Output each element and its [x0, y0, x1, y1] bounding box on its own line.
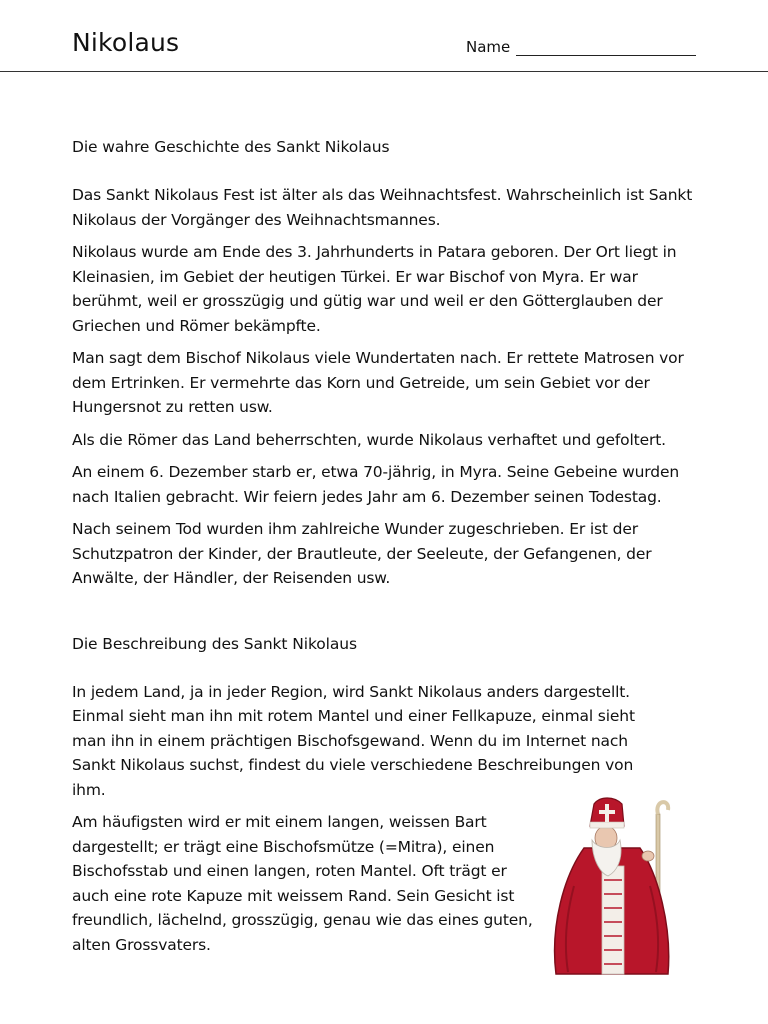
name-line[interactable]	[516, 40, 696, 56]
paragraph: In jedem Land, ja in jeder Region, wird Sankt Nikolaus anders dargestellt. Einmal sieht man ihn mit rotem Mantel und einer Fellkapuze, einmal sieht man ihn in einem prächtigen Bischofsgewand. Wenn du im Internet nach Sankt Nikolaus suchst, findest du viele verschiedene Beschreibungen von ihm.	[72, 682, 635, 799]
section-heading-history: Die wahre Geschichte des Sankt Nikolaus	[72, 138, 390, 156]
paragraph: Nikolaus wurde am Ende des 3. Jahrhunderts in Patara geboren. Der Ort liegt in Kleinasien, im Gebiet der heutigen Türkei. Er war Bischof von Myra. Er war berühmt, weil er grosszügig und gütig war und weil er den Götterglauben der Griechen und Römer bekämpfte.	[72, 243, 677, 335]
page-title: Nikolaus	[72, 28, 180, 57]
section-heading-description: Die Beschreibung des Sankt Nikolaus	[72, 634, 357, 653]
saint-nicholas-icon	[544, 796, 684, 980]
name-label: Name	[466, 38, 511, 56]
paragraph: Das Sankt Nikolaus Fest ist älter als das Weihnachtsfest. Wahrscheinlich ist Sankt Nikolaus der Vorgänger des Weihnachtsmannes.	[72, 186, 693, 229]
saint-nicholas-illustration	[544, 796, 684, 980]
paragraph: An einem 6. Dezember starb er, etwa 70-jährig, in Myra. Seine Gebeine wurden nach Italien gebracht. Wir feiern jedes Jahr am 6. Dezember seinen Todestag.	[72, 463, 680, 506]
paragraph: Man sagt dem Bischof Nikolaus viele Wundertaten nach. Er rettete Matrosen vor dem Ertrinken. Er vermehrte das Korn und Getreide, um sein Gebiet vor der Hungersnot zu retten usw.	[72, 349, 684, 416]
name-field[interactable]	[466, 38, 696, 56]
paragraph: Als die Römer das Land beherrschten, wurde Nikolaus verhaftet und gefoltert.	[72, 430, 666, 449]
paragraph: Am häufigsten wird er mit einem langen, weissen Bart dargestellt; er trägt eine Bischofsmütze (=Mitra), einen Bischofsstab und einen langen, roten Mantel. Oft trägt er auch eine rote Kapuze mit weissem Rand. Sein Gesicht ist freundlich, lächelnd, grosszügig, genau wie das eines guten, alten Grossvaters.	[72, 813, 533, 954]
page-header	[0, 0, 768, 72]
paragraph: Nach seinem Tod wurden ihm zahlreiche Wunder zugeschrieben. Er ist der Schutzpatron der Kinder, der Brautleute, der Seeleute, der Gefangenen, der Anwälte, der Händler, der Reisenden usw.	[72, 520, 652, 587]
